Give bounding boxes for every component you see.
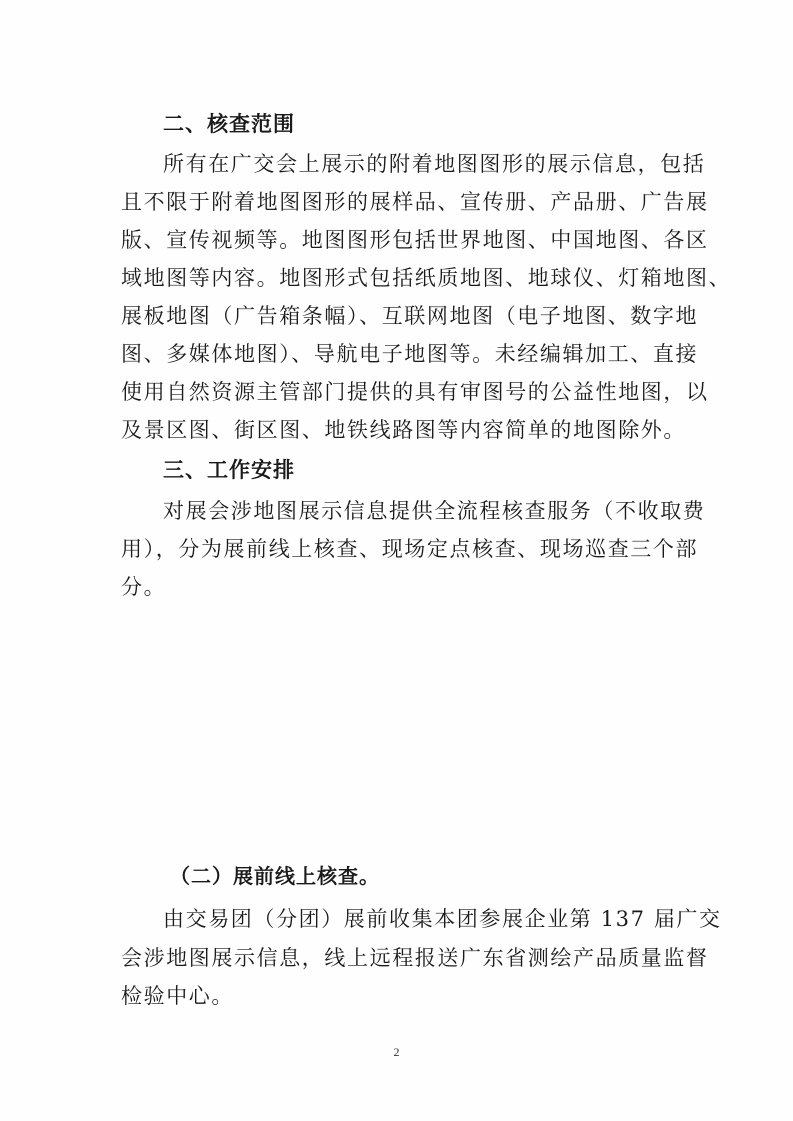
paragraph-line: 版、宣传视频等。地图图形包括世界地图、中国地图、各区: [121, 228, 709, 252]
paragraph-line: 及景区图、街区图、地铁线路图等内容简单的地图除外。: [121, 418, 686, 442]
paragraph-line: 检验中心。: [121, 984, 234, 1008]
paragraph-line: 展板地图（广告箱条幅）、互联网地图（电子地图、数字地: [121, 304, 699, 328]
section-heading-arrangement: 三、工作安排: [163, 457, 295, 482]
paragraph-line: 分。: [121, 575, 167, 599]
paragraph-line: 域地图等内容。地图形式包括纸质地图、地球仪、灯箱地图、: [121, 266, 732, 290]
paragraph-line: 会涉地图展示信息，线上远程报送广东省测绘产品质量监督: [121, 946, 709, 970]
paragraph-line: 由交易团（分团）展前收集本团参展企业第 137 届广交: [163, 907, 722, 931]
subsection-heading-online-check: （二）展前线上核查。: [170, 864, 380, 888]
paragraph-line: 且不限于附着地图图形的展样品、宣传册、产品册、广告展: [121, 190, 709, 214]
paragraph-line: 所有在广交会上展示的附着地图图形的展示信息，包括: [163, 152, 706, 176]
page-number: 2: [393, 1045, 400, 1059]
paragraph-line: 图、多媒体地图）、导航电子地图等。未经编辑加工、直接: [121, 342, 699, 366]
section-heading-scope: 二、核查范围: [163, 111, 295, 136]
paragraph-line: 使用自然资源主管部门提供的具有审图号的公益性地图，以: [121, 380, 709, 404]
paragraph-line: 用），分为展前线上核查、现场定点核查、现场巡查三个部: [121, 537, 699, 561]
paragraph-line: 对展会涉地图展示信息提供全流程核查服务（不收取费: [163, 499, 706, 523]
